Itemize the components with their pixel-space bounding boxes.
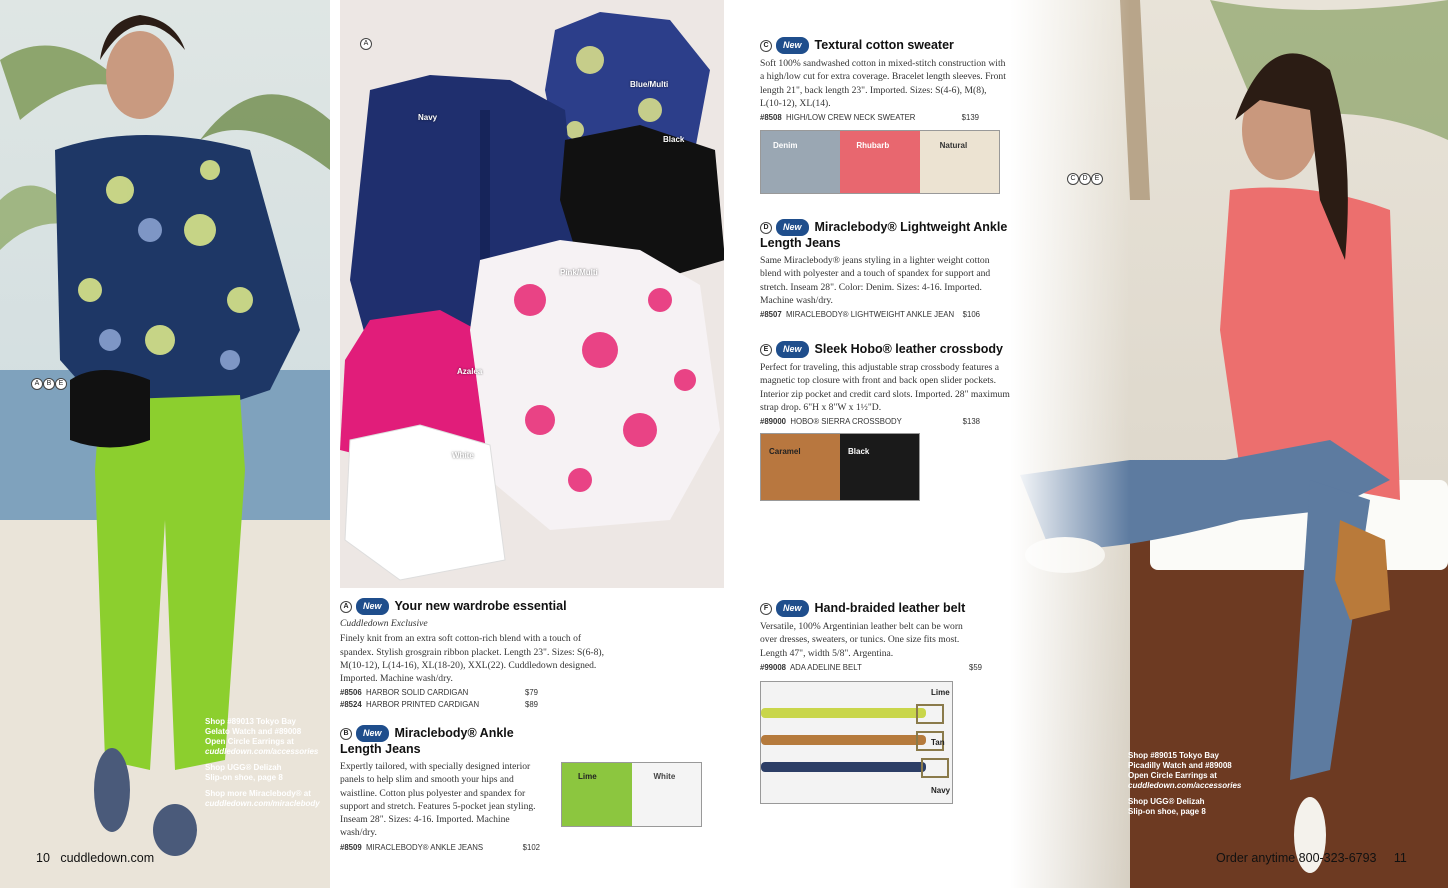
sku-row: #99008 ADA ADELINE BELT $59: [760, 662, 982, 672]
belt-navy[interactable]: [761, 762, 926, 772]
left-photo-caption: Shop #89013 Tokyo Bay Gelato Watch and #89008 Open Circle Earrings at cuddledown.com/accessories Shop UGG® Delizah Slip-on shoe, page 8 Shop more Miraclebody® at cuddledown.com/miraclebody: [205, 717, 330, 809]
page-number-right: 11: [1393, 851, 1407, 865]
right-page-footer: [1216, 851, 1407, 865]
tag-pink-multi: Pink/Multi: [560, 268, 598, 277]
product-b: [340, 725, 540, 854]
product-a-title: Your new wardrobe essential: [394, 598, 567, 613]
swatch-natural[interactable]: Natural: [920, 131, 999, 193]
product-e-desc: Perfect for traveling, this adjustable strap crossbody features a magnetic top closure with front and back open slider pockets. Interior zip pocket and credit card slots. Imported. 28" maximum strap drop. 6"H x 8"W x 1½"D.: [760, 362, 1010, 413]
product-c: [760, 37, 1010, 124]
swatch-white[interactable]: White: [632, 763, 702, 826]
sku-row: #89000 HOBO® SIERRA CROSSBODY $138: [760, 417, 980, 427]
cardigans-photo: [340, 0, 724, 588]
sku-row: #8506 HARBOR SOLID CARDIGAN $79: [340, 688, 538, 698]
product-e: [760, 341, 1012, 428]
tag-navy: Navy: [418, 113, 438, 122]
letter-d: D: [760, 222, 772, 234]
belt-tan[interactable]: [761, 735, 926, 745]
product-a: [340, 598, 612, 711]
new-badge: New: [776, 219, 809, 236]
belt-lime[interactable]: [761, 708, 926, 718]
letter-b: B: [340, 728, 352, 740]
product-f: [760, 600, 982, 674]
new-badge: New: [356, 725, 389, 742]
product-d-title: Miraclebody® Lightweight Ankle: [814, 219, 1008, 234]
new-badge: New: [776, 37, 809, 54]
product-a-desc: Finely knit from an extra soft cotton-rich blend with a touch of spandex. Stylish grosgrain ribbon placket. Length 23". Sizes: S(6-8), M(10-12), L(14-16), XL(18-20), XXL(22). Cuddledown designed. Imported. Machine wash/dry.: [340, 633, 604, 685]
product-d: [760, 219, 1012, 321]
swatch-denim[interactable]: Denim: [761, 131, 840, 193]
tag-blue-multi: Blue/Multi: [630, 80, 669, 89]
product-b-swatches: [561, 762, 702, 827]
belt-lime-label: Lime: [931, 688, 950, 697]
new-badge: New: [356, 598, 389, 615]
cardigans-callout-a: A: [360, 38, 372, 50]
tag-white: White: [452, 451, 474, 460]
order-phone: Order anytime 800-323-6793: [1216, 851, 1377, 865]
callout-e: E: [55, 378, 67, 390]
accessories-link[interactable]: cuddledown.com/accessories: [205, 747, 319, 756]
letter-e: E: [760, 344, 772, 356]
sku-row: #8524 HARBOR PRINTED CARDIGAN $89: [340, 700, 538, 710]
sku-row: #8509 MIRACLEBODY® ANKLE JEANS $102: [340, 842, 540, 852]
callout-d: D: [1079, 173, 1091, 185]
product-d-desc: Same Miraclebody® jeans styling in a lighter weight cotton blend with polyester and a touch of spandex for support and stretch. Inseam 28". Color: Denim. Sizes: 4-16. Imported. Machine wash/dry.: [760, 255, 991, 306]
page-number-left: 10: [36, 851, 50, 865]
belts-image: [760, 681, 953, 804]
letter-c: C: [760, 40, 772, 52]
left-callout-letters: [31, 375, 67, 393]
product-b-title: Miraclebody® Ankle: [394, 725, 514, 740]
right-callout-letters: [1067, 170, 1103, 188]
belt-tan-label: Tan: [931, 738, 945, 747]
letter-a: A: [340, 601, 352, 613]
sku-row: #8508 HIGH/LOW CREW NECK SWEATER $139: [760, 113, 979, 123]
right-model-photo: [1010, 0, 1448, 888]
new-badge: New: [776, 341, 809, 358]
site-link[interactable]: cuddledown.com: [60, 851, 155, 865]
callout-c: C: [1067, 173, 1079, 185]
product-c-swatches: [760, 130, 1000, 194]
callout-b: B: [43, 378, 55, 390]
tag-black: Black: [663, 135, 685, 144]
swatch-rhubarb[interactable]: Rhubarb: [840, 131, 919, 193]
swatch-black[interactable]: Black: [840, 434, 919, 500]
callout-e: E: [1091, 173, 1103, 185]
product-f-desc: Versatile, 100% Argentinian leather belt can be worn over dresses, sweaters, or tunics. One size fits most. Length 47", width 5/8". Argentina.: [760, 621, 963, 659]
right-photo-caption: Shop #89015 Tokyo Bay Picadilly Watch and #89008 Open Circle Earrings at cuddledown.com/accessories Shop UGG® Delizah Slip-on shoe, page 8: [1128, 751, 1258, 817]
tag-azalea: Azalea: [457, 367, 483, 376]
sku-row: #8507 MIRACLEBODY® LIGHTWEIGHT ANKLE JEAN $106: [760, 310, 980, 320]
product-b-desc: Expertly tailored, with specially designed interior panels to help slim and smooth your hips and waistline. Cotton plus polyester and spandex for support and stretch. Features 5-pocket jean styling. Inseam 28". Sizes: 4-16. Imported. Machine wash/dry.: [340, 761, 536, 839]
product-e-swatches: [760, 433, 920, 501]
product-a-subtitle: Cuddledown Exclusive: [340, 618, 428, 629]
product-e-title: Sleek Hobo® leather crossbody: [814, 341, 1003, 356]
miraclebody-link[interactable]: cuddledown.com/miraclebody: [205, 799, 320, 808]
product-d-title-2: Length Jeans: [760, 236, 841, 250]
accessories-link[interactable]: cuddledown.com/accessories: [1128, 781, 1242, 790]
callout-a: A: [31, 378, 43, 390]
product-c-title: Textural cotton sweater: [814, 37, 954, 52]
left-model-photo: [0, 0, 330, 888]
product-b-title-2: Length Jeans: [340, 742, 421, 756]
new-badge: New: [776, 600, 809, 617]
product-f-title: Hand-braided leather belt: [814, 600, 966, 615]
letter-f: F: [760, 603, 772, 615]
product-c-desc: Soft 100% sandwashed cotton in mixed-stitch construction with a high/low cut for extra coverage. Bracelet length sleeves. Front length 21", back length 23". Imported. Sizes: S(4-6), M(8), L(10-12), XL(14).: [760, 58, 1006, 109]
swatch-lime[interactable]: Lime: [562, 763, 632, 826]
belt-navy-label: Navy: [931, 786, 951, 795]
swatch-caramel[interactable]: Caramel: [761, 434, 840, 500]
left-page-footer: [36, 851, 154, 865]
